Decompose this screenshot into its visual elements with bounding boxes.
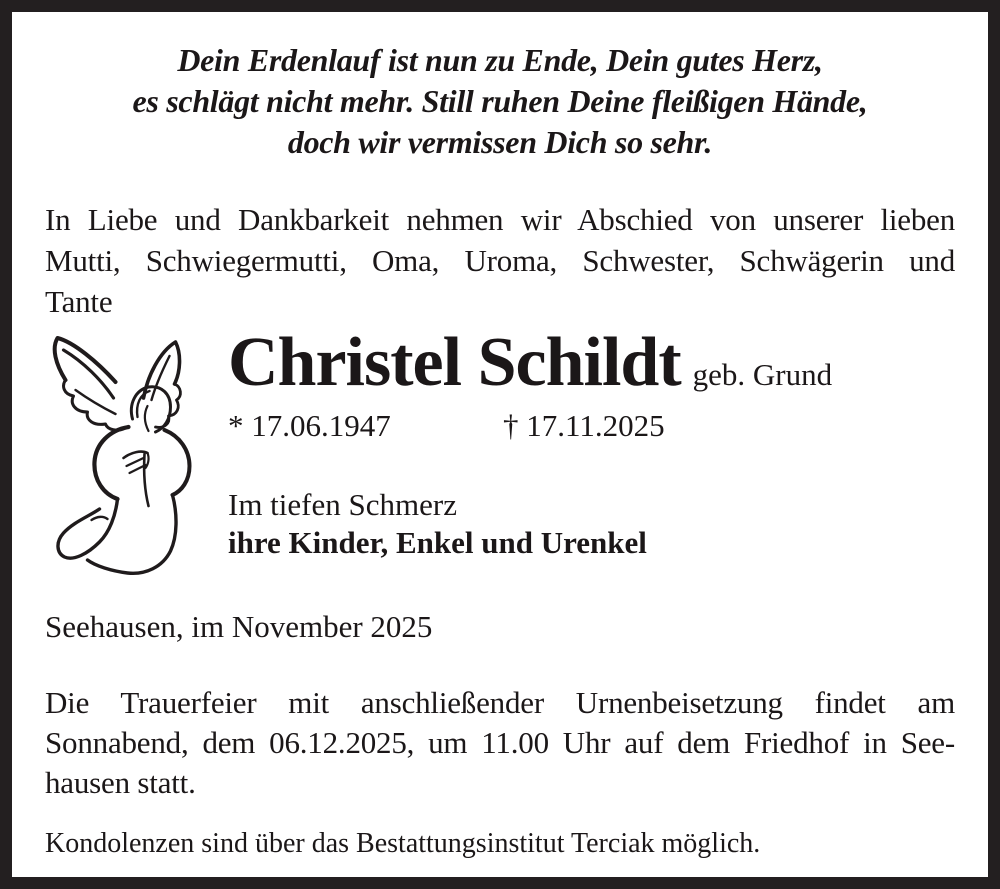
mourners-names: ihre Kinder, Enkel und Urenkel xyxy=(228,525,647,560)
notice-content xyxy=(12,12,988,877)
verse-line-3: doch wir vermissen Dich so sehr. xyxy=(287,124,713,160)
intro-paragraph xyxy=(45,199,955,322)
funeral-line-2: Sonnabend, dem 06.12.2025, um 11.00 Uhr auf dem Friedhof in See- xyxy=(45,725,955,760)
funeral-line-3: hausen statt. xyxy=(45,765,196,800)
place-and-date: Seehausen, im November 2025 xyxy=(45,609,433,644)
verse-line-1: Dein Erdenlauf ist nun zu Ende, Dein gutes Herz, xyxy=(177,42,823,78)
mourners-intro: Im tiefen Schmerz xyxy=(228,487,457,522)
praying-angel-icon xyxy=(29,324,204,589)
deceased-details xyxy=(228,324,832,562)
mourners-block xyxy=(228,486,832,562)
verse-line-2: es schlägt nicht mehr. Still ruhen Deine fleißigen Hände, xyxy=(132,83,868,119)
memorial-verse xyxy=(45,40,955,163)
funeral-paragraph xyxy=(45,683,955,803)
birth-date: * 17.06.1947 xyxy=(228,408,391,443)
maiden-name: geb. Grund xyxy=(692,357,833,392)
condolence-note: Kondolenzen sind über das Bestattungsinstitut Terciak möglich. xyxy=(45,828,761,859)
death-date: † 17.11.2025 xyxy=(503,408,665,443)
life-dates xyxy=(228,406,832,446)
funeral-line-1: Die Trauerfeier mit anschließender Urnenbeisetzung findet am xyxy=(45,685,955,720)
intro-line-2: Mutti, Schwiegermutti, Oma, Uroma, Schwester, Schwägerin und xyxy=(45,243,955,278)
deceased-section xyxy=(45,324,955,589)
deceased-name: Christel Schildt xyxy=(228,324,681,401)
intro-line-3: Tante xyxy=(45,284,113,319)
deceased-name-line xyxy=(228,326,832,400)
intro-line-1: In Liebe und Dankbarkeit nehmen wir Abschied von unserer lieben xyxy=(45,202,955,237)
